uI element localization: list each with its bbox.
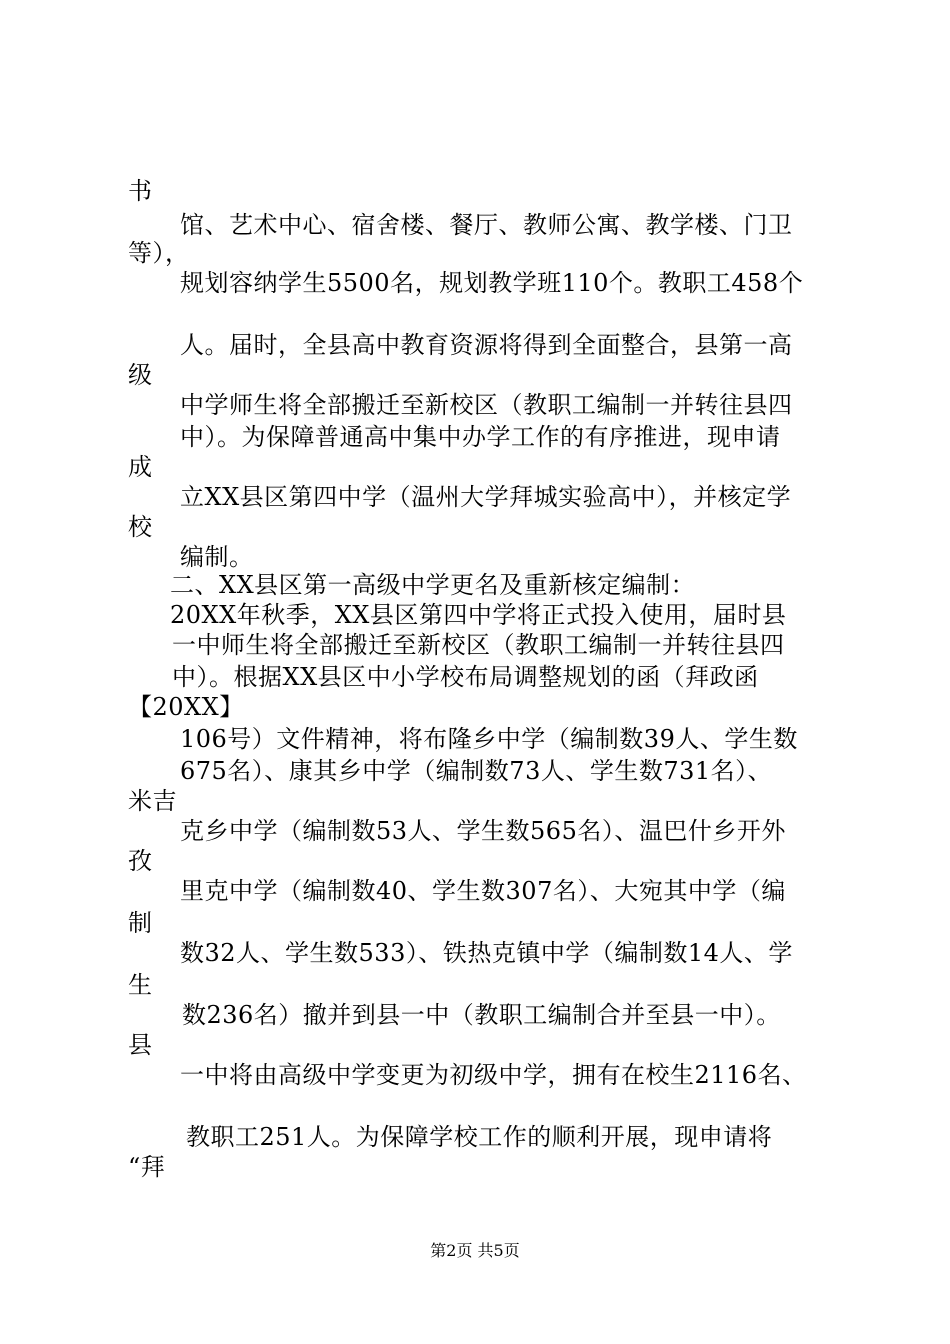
text-line: 人。届时，全县高中教育资源将得到全面整合，县第一高: [180, 331, 793, 359]
text-line: 数236名）撤并到县一中（教职工编制合并至县一中）。: [182, 1001, 781, 1029]
text-line: 孜: [128, 847, 153, 875]
text-line: 一中师生将全部搬迁至新校区（教职工编制一并转往县四: [172, 631, 785, 659]
text-line: 教职工251人。为保障学校工作的顺利开展，现申请将: [186, 1123, 773, 1151]
text-line: 立XX县区第四中学（温州大学拜城实验高中），并核定学: [180, 483, 792, 511]
text-line: 米吉: [128, 787, 177, 815]
text-line: 馆、艺术中心、宿舍楼、餐厅、教师公寓、教学楼、门卫: [180, 211, 793, 239]
text-line: 20XX年秋季，XX县区第四中学将正式投入使用，届时县: [170, 601, 787, 629]
text-line: 675名）、康其乡中学（编制数73人、学生数731名）、: [180, 757, 773, 785]
text-line: 数32人、学生数533）、铁热克镇中学（编制数14人、学: [180, 939, 793, 967]
text-line: 规划容纳学生5500名，规划教学班110个。教职工458个: [180, 269, 804, 297]
text-line: 县: [128, 1031, 153, 1059]
text-line: 成: [128, 453, 153, 481]
page-number-footer: 第2页 共5页: [430, 1241, 520, 1260]
text-line: 中）。根据XX县区中小学校布局调整规划的函（拜政函: [172, 663, 759, 691]
text-line: 中学师生将全部搬迁至新校区（教职工编制一并转往县四: [180, 391, 793, 419]
text-line: 制: [128, 909, 153, 937]
text-line: 【20XX】: [128, 693, 244, 721]
text-line: 校: [128, 513, 153, 541]
text-line: 106号）文件精神，将布隆乡中学（编制数39人、学生数: [180, 725, 798, 753]
text-line: 二、XX县区第一高级中学更名及重新核定编制：: [170, 571, 696, 599]
text-line: 中）。为保障普通高中集中办学工作的有序推进，现申请: [180, 423, 781, 451]
text-line: 一中将由高级中学变更为初级中学，拥有在校生2116名、: [180, 1061, 807, 1089]
text-line: “拜: [128, 1153, 166, 1181]
text-line: 书: [128, 177, 153, 205]
text-line: 里克中学（编制数40、学生数307名）、大宛其中学（编: [180, 877, 786, 905]
text-line: 级: [128, 361, 153, 389]
text-line: 生: [128, 971, 153, 999]
text-line: 等），: [128, 239, 190, 267]
text-line: 克乡中学（编制数53人、学生数565名）、温巴什乡开外: [180, 817, 786, 845]
text-line: 编制。: [180, 543, 254, 571]
